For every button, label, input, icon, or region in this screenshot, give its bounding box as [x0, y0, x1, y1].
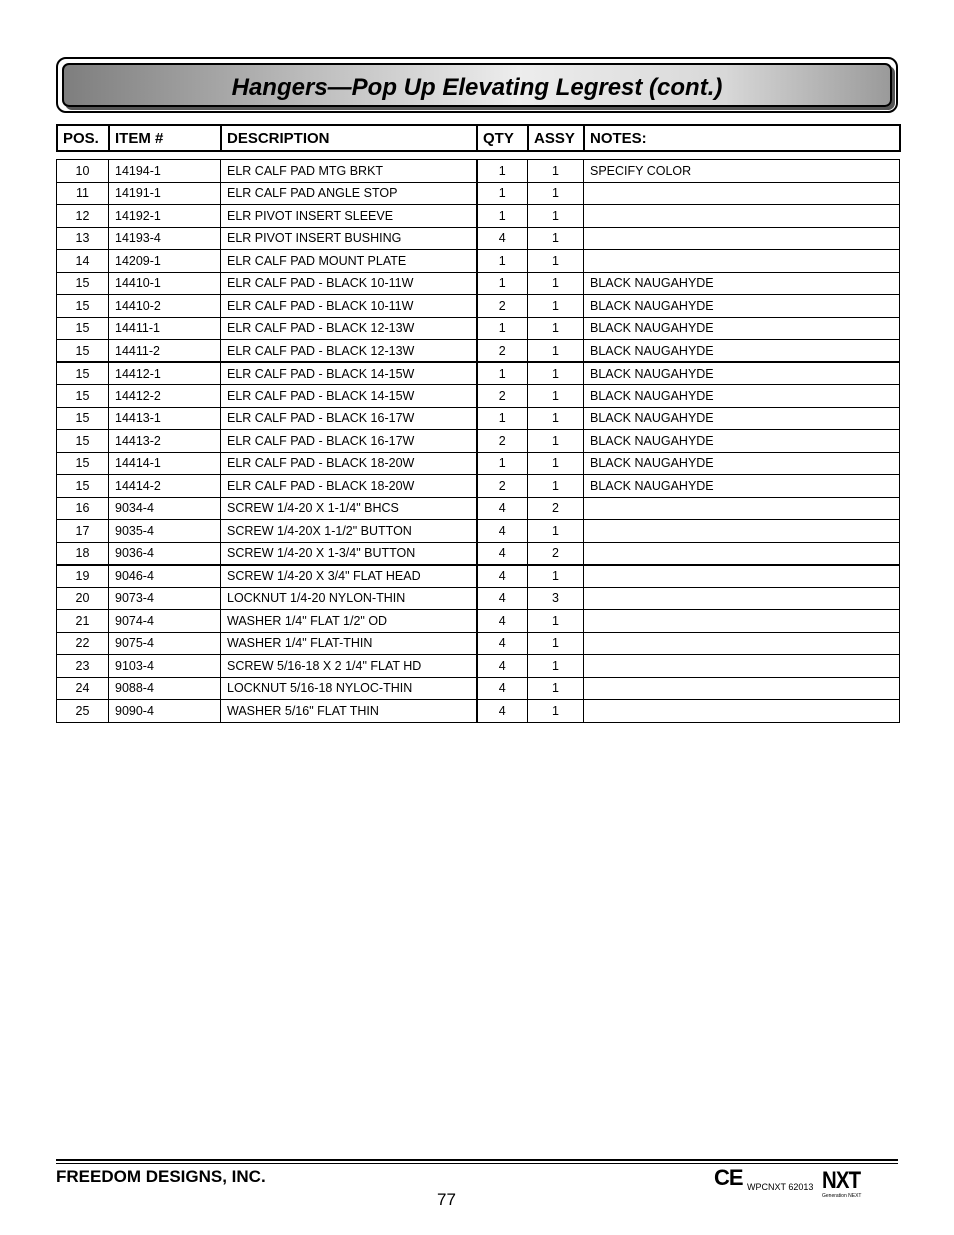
cell-pos: 10 [57, 160, 109, 183]
col-header-assy: ASSY [528, 125, 584, 151]
cell-item: 14411-1 [109, 317, 221, 340]
cell-item: 14411-2 [109, 340, 221, 363]
cell-pos: 15 [57, 430, 109, 453]
cell-pos: 15 [57, 317, 109, 340]
footer-rule [56, 1159, 898, 1161]
table-row [57, 160, 900, 183]
cell-item: 14192-1 [109, 205, 221, 228]
cell-description: ELR CALF PAD - BLACK 18-20W [221, 452, 477, 475]
cell-assy: 1 [528, 475, 584, 498]
cell-notes [584, 655, 900, 678]
cell-notes: SPECIFY COLOR [584, 160, 900, 183]
col-header-qty: QTY [477, 125, 528, 151]
cell-qty: 4 [477, 655, 528, 678]
cell-pos: 25 [57, 700, 109, 723]
cell-item: 14413-1 [109, 407, 221, 430]
cell-description: WASHER 1/4" FLAT 1/2" OD [221, 610, 477, 633]
cell-item: 14410-1 [109, 272, 221, 295]
table-row [57, 272, 900, 295]
cell-qty: 1 [477, 407, 528, 430]
cell-item: 14410-2 [109, 295, 221, 318]
cell-pos: 16 [57, 497, 109, 520]
table-row [57, 295, 900, 318]
column-header-row [57, 125, 900, 151]
cell-notes: BLACK NAUGAHYDE [584, 385, 900, 408]
cell-description: ELR CALF PAD - BLACK 10-11W [221, 272, 477, 295]
cell-notes [584, 632, 900, 655]
cell-description: WASHER 1/4" FLAT-THIN [221, 632, 477, 655]
page-number: 77 [437, 1190, 456, 1209]
cell-qty: 1 [477, 317, 528, 340]
cell-description: ELR CALF PAD - BLACK 14-15W [221, 385, 477, 408]
cell-description: SCREW 1/4-20 X 1-3/4" BUTTON [221, 542, 477, 565]
cell-qty: 2 [477, 430, 528, 453]
cell-pos: 13 [57, 227, 109, 250]
cell-description: ELR PIVOT INSERT BUSHING [221, 227, 477, 250]
nxt-logo-subtext: Generation NEXT [822, 1193, 862, 1199]
cell-item: 9088-4 [109, 677, 221, 700]
cell-assy: 2 [528, 542, 584, 565]
cell-notes [584, 677, 900, 700]
page-title: Hangers—Pop Up Elevating Legrest (cont.) [231, 74, 723, 101]
cell-notes [584, 250, 900, 273]
table-row [57, 452, 900, 475]
cell-item: 14209-1 [109, 250, 221, 273]
table-row [57, 520, 900, 543]
cell-notes [584, 497, 900, 520]
cell-qty: 1 [477, 452, 528, 475]
cell-notes: BLACK NAUGAHYDE [584, 475, 900, 498]
cell-pos: 15 [57, 362, 109, 385]
cell-assy: 2 [528, 497, 584, 520]
table-row [57, 430, 900, 453]
cell-description: ELR CALF PAD - BLACK 16-17W [221, 430, 477, 453]
cell-pos: 19 [57, 565, 109, 588]
cell-pos: 15 [57, 452, 109, 475]
cell-qty: 4 [477, 565, 528, 588]
cell-qty: 2 [477, 475, 528, 498]
table-row [57, 205, 900, 228]
cell-pos: 15 [57, 272, 109, 295]
cell-item: 14191-1 [109, 182, 221, 205]
cell-description: SCREW 5/16-18 X 2 1/4" FLAT HD [221, 655, 477, 678]
table-row [57, 700, 900, 723]
cell-item: 9074-4 [109, 610, 221, 633]
cell-assy: 1 [528, 677, 584, 700]
table-row [57, 340, 900, 363]
cell-description: ELR CALF PAD - BLACK 18-20W [221, 475, 477, 498]
cell-assy: 1 [528, 632, 584, 655]
cell-assy: 1 [528, 385, 584, 408]
cell-description: ELR CALF PAD - BLACK 12-13W [221, 317, 477, 340]
cell-notes [584, 227, 900, 250]
cell-assy: 1 [528, 430, 584, 453]
cell-assy: 1 [528, 205, 584, 228]
cell-description: ELR CALF PAD ANGLE STOP [221, 182, 477, 205]
cell-pos: 23 [57, 655, 109, 678]
cell-notes: BLACK NAUGAHYDE [584, 407, 900, 430]
cell-pos: 15 [57, 385, 109, 408]
cell-item: 9036-4 [109, 542, 221, 565]
cell-qty: 4 [477, 700, 528, 723]
cell-qty: 1 [477, 205, 528, 228]
cell-pos: 24 [57, 677, 109, 700]
col-header-description: DESCRIPTION [221, 125, 477, 151]
footer-rule-thin [56, 1163, 898, 1164]
cell-pos: 17 [57, 520, 109, 543]
table-row [57, 587, 900, 610]
cell-pos: 11 [57, 182, 109, 205]
cell-assy: 1 [528, 340, 584, 363]
cell-qty: 4 [477, 610, 528, 633]
cell-notes [584, 610, 900, 633]
table-row [57, 250, 900, 273]
cell-description: ELR CALF PAD MOUNT PLATE [221, 250, 477, 273]
parts-table-body [57, 160, 900, 723]
cell-description: ELR CALF PAD - BLACK 14-15W [221, 362, 477, 385]
cell-description: ELR CALF PAD - BLACK 12-13W [221, 340, 477, 363]
cell-notes: BLACK NAUGAHYDE [584, 317, 900, 340]
cell-notes [584, 520, 900, 543]
cell-item: 14414-2 [109, 475, 221, 498]
document-code: WPCNXT 62013 [747, 1182, 814, 1192]
cell-description: ELR PIVOT INSERT SLEEVE [221, 205, 477, 228]
cell-pos: 21 [57, 610, 109, 633]
cell-description: ELR CALF PAD - BLACK 16-17W [221, 407, 477, 430]
parts-table [56, 159, 900, 723]
cell-pos: 12 [57, 205, 109, 228]
cell-item: 14193-4 [109, 227, 221, 250]
title-banner [56, 57, 898, 113]
table-row [57, 677, 900, 700]
cell-assy: 1 [528, 520, 584, 543]
cell-item: 14194-1 [109, 160, 221, 183]
cell-qty: 2 [477, 295, 528, 318]
cell-pos: 14 [57, 250, 109, 273]
cell-notes: BLACK NAUGAHYDE [584, 272, 900, 295]
cell-assy: 3 [528, 587, 584, 610]
table-row [57, 475, 900, 498]
table-row [57, 565, 900, 588]
cell-item: 9090-4 [109, 700, 221, 723]
table-row [57, 362, 900, 385]
cell-qty: 4 [477, 497, 528, 520]
table-row [57, 610, 900, 633]
table-row [57, 497, 900, 520]
cell-notes: BLACK NAUGAHYDE [584, 452, 900, 475]
cell-qty: 4 [477, 632, 528, 655]
cell-pos: 15 [57, 475, 109, 498]
cell-pos: 22 [57, 632, 109, 655]
table-row [57, 227, 900, 250]
cell-pos: 15 [57, 340, 109, 363]
cell-item: 14412-2 [109, 385, 221, 408]
cell-qty: 2 [477, 385, 528, 408]
cell-pos: 20 [57, 587, 109, 610]
cell-assy: 1 [528, 565, 584, 588]
cell-assy: 1 [528, 610, 584, 633]
cell-qty: 4 [477, 520, 528, 543]
cell-assy: 1 [528, 700, 584, 723]
table-row [57, 182, 900, 205]
cell-qty: 1 [477, 182, 528, 205]
cell-notes: BLACK NAUGAHYDE [584, 340, 900, 363]
table-row [57, 407, 900, 430]
cell-notes [584, 182, 900, 205]
cell-description: WASHER 5/16" FLAT THIN [221, 700, 477, 723]
cell-item: 9035-4 [109, 520, 221, 543]
company-name: FREEDOM DESIGNS, INC. [56, 1167, 266, 1186]
cell-notes [584, 565, 900, 588]
cell-notes [584, 587, 900, 610]
table-row [57, 317, 900, 340]
cell-qty: 2 [477, 340, 528, 363]
cell-assy: 1 [528, 272, 584, 295]
cell-description: SCREW 1/4-20 X 3/4" FLAT HEAD [221, 565, 477, 588]
cell-assy: 1 [528, 227, 584, 250]
cell-notes: BLACK NAUGAHYDE [584, 295, 900, 318]
cell-qty: 4 [477, 677, 528, 700]
cell-assy: 1 [528, 655, 584, 678]
cell-qty: 4 [477, 542, 528, 565]
table-row [57, 542, 900, 565]
cell-qty: 1 [477, 160, 528, 183]
cell-notes: BLACK NAUGAHYDE [584, 430, 900, 453]
col-header-notes: NOTES: [584, 125, 900, 151]
table-row [57, 385, 900, 408]
ce-mark-icon: CE [714, 1165, 743, 1190]
cell-item: 9103-4 [109, 655, 221, 678]
cell-assy: 1 [528, 362, 584, 385]
cell-description: LOCKNUT 1/4-20 NYLON-THIN [221, 587, 477, 610]
cell-description: ELR CALF PAD MTG BRKT [221, 160, 477, 183]
cell-pos: 15 [57, 295, 109, 318]
cell-notes [584, 542, 900, 565]
cell-assy: 1 [528, 295, 584, 318]
cell-assy: 1 [528, 407, 584, 430]
cell-assy: 1 [528, 452, 584, 475]
cell-assy: 1 [528, 317, 584, 340]
column-header-table [56, 124, 901, 152]
col-header-pos: POS. [57, 125, 109, 151]
cell-item: 14412-1 [109, 362, 221, 385]
cell-qty: 1 [477, 362, 528, 385]
cell-qty: 1 [477, 272, 528, 295]
cell-item: 9073-4 [109, 587, 221, 610]
table-row [57, 632, 900, 655]
cell-pos: 18 [57, 542, 109, 565]
nxt-logo [822, 1169, 868, 1201]
cell-description: SCREW 1/4-20 X 1-1/4" BHCS [221, 497, 477, 520]
cell-pos: 15 [57, 407, 109, 430]
cell-item: 14414-1 [109, 452, 221, 475]
cell-qty: 1 [477, 250, 528, 273]
cell-notes: BLACK NAUGAHYDE [584, 362, 900, 385]
cell-item: 14413-2 [109, 430, 221, 453]
cell-item: 9075-4 [109, 632, 221, 655]
col-header-item: ITEM # [109, 125, 221, 151]
cell-qty: 4 [477, 227, 528, 250]
cell-description: LOCKNUT 5/16-18 NYLOC-THIN [221, 677, 477, 700]
cell-item: 9034-4 [109, 497, 221, 520]
cell-notes [584, 205, 900, 228]
cell-assy: 1 [528, 250, 584, 273]
cell-description: ELR CALF PAD - BLACK 10-11W [221, 295, 477, 318]
cell-notes [584, 700, 900, 723]
table-row [57, 655, 900, 678]
nxt-logo-text: NXT [822, 1167, 861, 1194]
title-banner-inner [62, 63, 892, 107]
cell-item: 9046-4 [109, 565, 221, 588]
cell-assy: 1 [528, 182, 584, 205]
cell-assy: 1 [528, 160, 584, 183]
cell-description: SCREW 1/4-20X 1-1/2" BUTTON [221, 520, 477, 543]
cell-qty: 4 [477, 587, 528, 610]
